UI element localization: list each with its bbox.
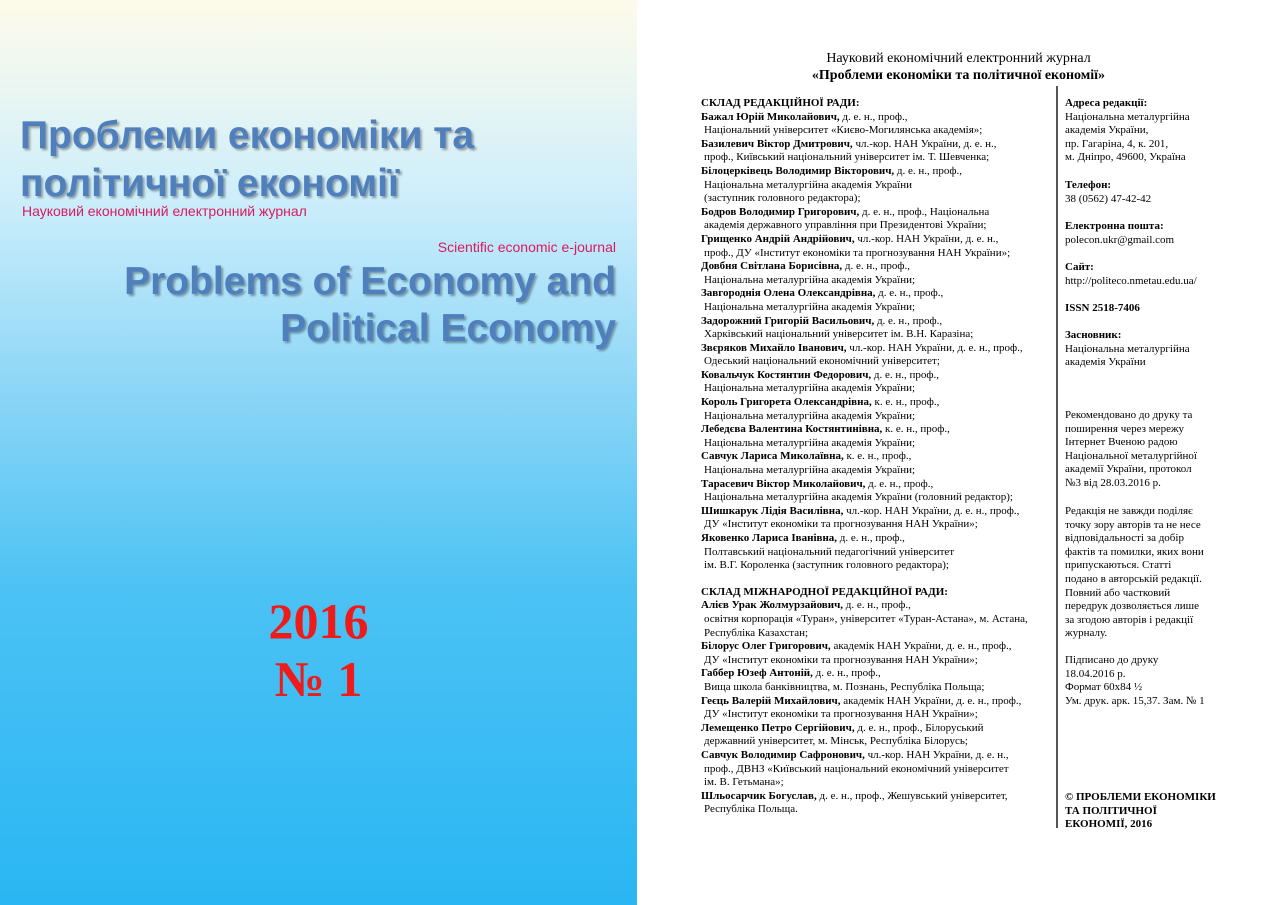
board-member-credentials: д. е. н., проф.,	[873, 368, 940, 381]
board-member-affiliation: проф., ДВНЗ «Київський національний економічний університет	[704, 762, 1009, 775]
disclaimer-line: точку зору авторів та не несе	[1065, 518, 1201, 531]
print-info-line: 18.04.2016 р.	[1065, 667, 1126, 680]
board-member-affiliation: Національна металургійна академія України;	[704, 300, 916, 313]
cover-issue-number: № 1	[274, 651, 363, 707]
board-member-name: Білоцерківець Володимир Вікторович,	[701, 164, 895, 177]
board-member	[701, 342, 1053, 369]
board-member-name-line	[701, 722, 1053, 736]
board-member-credentials: д. е. н., проф.,	[878, 287, 944, 300]
board-member-credentials: к. е. н., проф.,	[885, 423, 950, 436]
board-member-credentials: д. е. н., проф.,	[844, 260, 911, 273]
board-member-name-line	[701, 396, 1053, 410]
board-member-credentials: чл.-кор. НАН України, д. е. н.,	[855, 137, 997, 150]
journal-cover	[0, 0, 637, 905]
board-member-name: Король Григорета Олександрівна,	[701, 396, 872, 409]
board-member-credentials: д. е. н., проф., Національна	[862, 205, 990, 218]
cover-year: 2016	[268, 593, 369, 649]
board-member-name-line	[701, 790, 1053, 804]
board-member-affiliation: Одеський національний економічний університет;	[704, 355, 940, 368]
board-member	[701, 790, 1053, 817]
board-member-affiliation: Національний університет «Києво-Могилянська академія»;	[704, 124, 983, 137]
email-label: Електронна пошта:	[1065, 220, 1164, 232]
board-member-affiliation: академія державного управління при Президентові України;	[704, 219, 987, 232]
board-member-affiliation: Республіка Казахстан;	[704, 626, 809, 639]
journal-header	[637, 50, 1280, 84]
board-member-name-line	[701, 695, 1053, 709]
board-member	[701, 722, 1053, 749]
board-member-name-line	[701, 667, 1053, 681]
board-member	[701, 749, 1053, 790]
board-member-credentials: д. е. н., проф.,	[839, 532, 905, 544]
board-member	[701, 260, 1053, 287]
board-member-name: Білорус Олег Григорович,	[701, 640, 831, 653]
editorial-board-title: СКЛАД РЕДАКЦІЙНОЇ РАДИ:	[701, 97, 860, 109]
founder-block	[1065, 329, 1245, 370]
board-member-name-line	[701, 532, 1053, 546]
board-member-affiliation: проф., Київський національний університет ім. Т. Шевченка;	[704, 151, 990, 164]
copyright-line: ЕКОНОМІЇ, 2016	[1065, 818, 1153, 831]
phone-label: Телефон:	[1065, 179, 1112, 191]
board-member-affiliation: ім. В. Гетьмана»;	[704, 776, 784, 789]
founder-label: Засновник:	[1065, 329, 1122, 341]
board-member-credentials: чл.-кор. НАН України, д. е. н., проф.,	[849, 341, 1023, 354]
site-label: Сайт:	[1065, 261, 1094, 273]
board-member-affiliation: Харківський національний університет ім. В.Н. Каразіна;	[704, 328, 974, 341]
address-line: Національна металургійна	[1065, 110, 1190, 123]
copyright-block	[1065, 791, 1245, 832]
board-member	[701, 667, 1053, 694]
board-member-name: Тарасевич Віктор Миколайович,	[701, 477, 866, 490]
disclaimer-line: подано в авторській редакції.	[1065, 572, 1202, 585]
board-member-credentials: д. е. н., проф., Білоруський	[857, 721, 984, 734]
board-member-name: Алієв Урак Жолмурзайович,	[701, 599, 844, 612]
cover-subtitle-en: Scientific economic e-journal	[437, 239, 616, 255]
board-member-affiliation: Національна металургійна академія України;	[704, 464, 916, 477]
board-member-credentials: академік НАН України, д. е. н., проф.,	[833, 640, 1012, 653]
print-info-line: Ум. друк. арк. 15,37. Зам. № 1	[1065, 694, 1205, 707]
board-member-name: Савчук Володимир Сафронович,	[701, 748, 865, 761]
board-member-credentials: д. е. н., проф.,	[815, 667, 881, 680]
board-member	[701, 396, 1053, 423]
board-member-name-line	[701, 749, 1053, 763]
recommendation-line: поширення через мережу	[1065, 422, 1185, 435]
board-member-affiliation: ДУ «Інститут економіки та прогнозування НАН України»;	[704, 518, 978, 531]
board-member	[701, 233, 1053, 260]
journal-header-line2: «Проблеми економіки та політичної економії»	[811, 68, 1106, 83]
print-info-line: Підписано до друку	[1065, 654, 1159, 666]
disclaimer-line: Повний або частковий	[1065, 586, 1171, 599]
board-member-affiliation: Національна металургійна академія України;	[704, 382, 916, 395]
board-member	[701, 369, 1053, 396]
founder-line: Національна металургійна	[1065, 342, 1190, 355]
issn: ISSN 2518-7406	[1065, 302, 1140, 314]
board-member-name: Шльосарчик Богуслав,	[701, 789, 817, 802]
disclaimer-line: за згодою авторів і редакції	[1065, 613, 1194, 626]
board-member	[701, 532, 1053, 573]
board-member-name-line	[701, 206, 1053, 220]
board-member-name: Бажал Юрій Миколайович,	[701, 110, 840, 123]
site-block	[1065, 261, 1245, 288]
board-member-affiliation: державний університет, м. Мінськ, Республіка Білорусь;	[704, 735, 968, 748]
cover-subtitle-ua: Науковий економічний електронний журнал	[22, 203, 307, 219]
board-member-affiliation: освітня корпорація «Туран», університет «Туран-Астана», м. Астана,	[704, 612, 1028, 625]
board-member-name: Геєць Валерій Михайлович,	[701, 694, 841, 707]
recommendation-line: Рекомендовано до друку та	[1065, 409, 1193, 421]
board-member-affiliation: ДУ «Інститут економіки та прогнозування НАН України»;	[704, 653, 978, 666]
board-member	[701, 423, 1053, 450]
board-member-affiliation: Республіка Польща.	[704, 803, 798, 816]
board-member	[701, 640, 1053, 667]
phone-value: 38 (0562) 47-42-42	[1065, 192, 1152, 205]
board-member-name-line	[701, 342, 1053, 356]
board-member-affiliation: ДУ «Інститут економіки та прогнозування НАН України»;	[704, 708, 978, 721]
print-info-block	[1065, 654, 1245, 708]
board-member-affiliation: Вища школа банківництва, м. Познань, Республіка Польща;	[704, 680, 985, 693]
board-member-credentials: д. е. н., проф.,	[842, 110, 908, 123]
recommendation-line: академії України, протокол	[1065, 463, 1192, 476]
copyright-line: © ПРОБЛЕМИ ЕКОНОМІКИ	[1065, 791, 1216, 803]
address-line: м. Дніпро, 49600, Україна	[1065, 151, 1186, 164]
board-member-name: Лебедєва Валентина Костянтинівна,	[701, 423, 883, 436]
journal-header-line1: Науковий економічний електронний журнал	[826, 51, 1091, 66]
intl-board-title: СКЛАД МІЖНАРОДНОЇ РЕДАКЦІЙНОЇ РАДИ:	[701, 585, 948, 598]
board-member-name-line	[701, 423, 1053, 437]
board-member-credentials: д. е. н., проф.,	[876, 314, 943, 327]
board-member	[701, 165, 1053, 206]
disclaimer-line: журналу.	[1065, 627, 1108, 640]
board-member	[701, 695, 1053, 722]
address-line: академія України,	[1065, 124, 1149, 137]
board-member-name-line	[701, 478, 1053, 492]
board-member-name: Задорожний Григорій Васильович,	[701, 314, 875, 327]
board-member-name: Габбер Юзеф Антоній,	[701, 667, 813, 680]
disclaimer-line: фактів та помилки, яких вони	[1065, 545, 1204, 558]
board-member-name-line	[701, 233, 1053, 247]
board-member-name: Яковенко Лариса Іванівна,	[701, 532, 838, 544]
editorial-board-column	[701, 97, 1053, 817]
intl-board-list	[701, 599, 1053, 817]
board-member	[701, 206, 1053, 233]
board-member-name-line	[701, 599, 1053, 613]
address-block	[1065, 97, 1245, 165]
board-member-name-line	[701, 165, 1053, 179]
board-member-affiliation: проф., ДУ «Інститут економіки та прогнозування НАН України»;	[704, 246, 1011, 259]
board-member-affiliation: Національна металургійна академія України (головний редактор);	[704, 491, 1013, 504]
email-block	[1065, 220, 1245, 247]
board-member-affiliation: ім. В.Г. Короленка (заступник головного редактора);	[704, 559, 949, 572]
board-member	[701, 315, 1053, 342]
board-member-affiliation: Національна металургійна академія України;	[704, 436, 916, 449]
board-member-affiliation: (заступник головного редактора);	[704, 192, 861, 205]
phone-block	[1065, 179, 1245, 206]
board-member-affiliation: Національна металургійна академія України;	[704, 409, 916, 422]
board-member-credentials: к. е. н., проф.,	[846, 450, 912, 463]
disclaimer-block	[1065, 505, 1245, 641]
board-member	[701, 478, 1053, 505]
board-member-name-line	[701, 260, 1053, 274]
board-member-credentials: д. е. н., проф.,	[868, 477, 934, 490]
email-value: polecon.ukr@gmail.com	[1065, 233, 1175, 246]
board-member-name-line	[701, 287, 1053, 301]
board-member	[701, 287, 1053, 314]
board-member-name-line	[701, 450, 1053, 464]
board-member-name: Звєряков Михайло Іванович,	[701, 341, 847, 354]
print-info-line: Формат 60х84 ½	[1065, 681, 1143, 694]
board-member-name: Бодров Володимир Григорович,	[701, 205, 860, 218]
board-member-name: Грищенко Андрій Андрійович,	[701, 232, 855, 245]
board-member-credentials: академік НАН України, д. е. н., проф.,	[843, 694, 1022, 707]
board-member-credentials: чл.-кор. НАН України, д. е. н.,	[867, 748, 1009, 761]
address-line: пр. Гагаріна, 4, к. 201,	[1065, 137, 1169, 150]
cover-title-en: Problems of Economy and Political Economy	[124, 260, 616, 350]
board-member-name: Шишкарук Лідія Василівна,	[701, 504, 844, 517]
board-member-name: Завгороднія Олена Олександрівна,	[701, 287, 876, 300]
recommendation-line: Інтернет Вченою радою	[1065, 436, 1178, 449]
founder-line: академія України	[1065, 356, 1146, 369]
board-member	[701, 505, 1053, 532]
address-label: Адреса редакції:	[1065, 97, 1148, 109]
site-value: http://politeco.nmetau.edu.ua/	[1065, 274, 1197, 287]
board-member	[701, 138, 1053, 165]
board-member-credentials: д. е. н., проф.,	[845, 599, 911, 612]
board-member-affiliation: Національна металургійна академія України	[704, 178, 913, 191]
board-member-name-line	[701, 369, 1053, 383]
column-divider	[1056, 86, 1058, 828]
imprint-page	[637, 0, 1280, 905]
board-member	[701, 111, 1053, 138]
board-member-name: Довбня Світлана Борисівна,	[701, 260, 843, 273]
board-member-credentials: чл.-кор. НАН України, д. е. н.,	[857, 232, 999, 245]
disclaimer-line: Редакція не завжди поділяє	[1065, 505, 1193, 517]
board-member-name-line	[701, 315, 1053, 329]
board-member-name-line	[701, 111, 1053, 125]
board-member-name-line	[701, 505, 1053, 519]
board-member-affiliation: Національна металургійна академія України;	[704, 273, 916, 286]
board-member-name-line	[701, 640, 1053, 654]
board-member	[701, 450, 1053, 477]
editorial-board-list	[701, 111, 1053, 573]
board-member-name: Базилевич Віктор Дмитрович,	[701, 137, 853, 150]
disclaimer-line: відповідальності за добір	[1065, 532, 1184, 545]
board-member-name: Савчук Лариса Миколаївна,	[701, 450, 844, 463]
disclaimer-line: передрук дозволяється лише	[1065, 600, 1199, 613]
recommendation-block	[1065, 409, 1245, 491]
board-member-affiliation: Полтавський національний педагогічний університет	[704, 545, 955, 558]
board-member-credentials: к. е. н., проф.,	[874, 396, 940, 409]
recommendation-line: №3 від 28.03.2016 р.	[1065, 476, 1161, 489]
copyright-line: ТА ПОЛІТИЧНОЇ	[1065, 804, 1157, 817]
cover-title-ua: Проблеми економіки та політичної економії	[20, 114, 475, 205]
disclaimer-line: припускаються. Статті	[1065, 559, 1172, 572]
board-member-name-line	[701, 138, 1053, 152]
board-member	[701, 599, 1053, 640]
board-member-credentials: д. е. н., проф., Жешувський університет,	[819, 789, 1008, 802]
recommendation-line: Національної металургійної	[1065, 449, 1197, 462]
board-member-name: Ковальчук Костянтин Федорович,	[701, 368, 872, 381]
board-member-credentials: д. е. н., проф.,	[896, 164, 963, 177]
board-member-credentials: чл.-кор. НАН України, д. е. н., проф.,	[846, 504, 1020, 517]
board-member-name: Лемещенко Петро Сергійович,	[701, 721, 855, 734]
